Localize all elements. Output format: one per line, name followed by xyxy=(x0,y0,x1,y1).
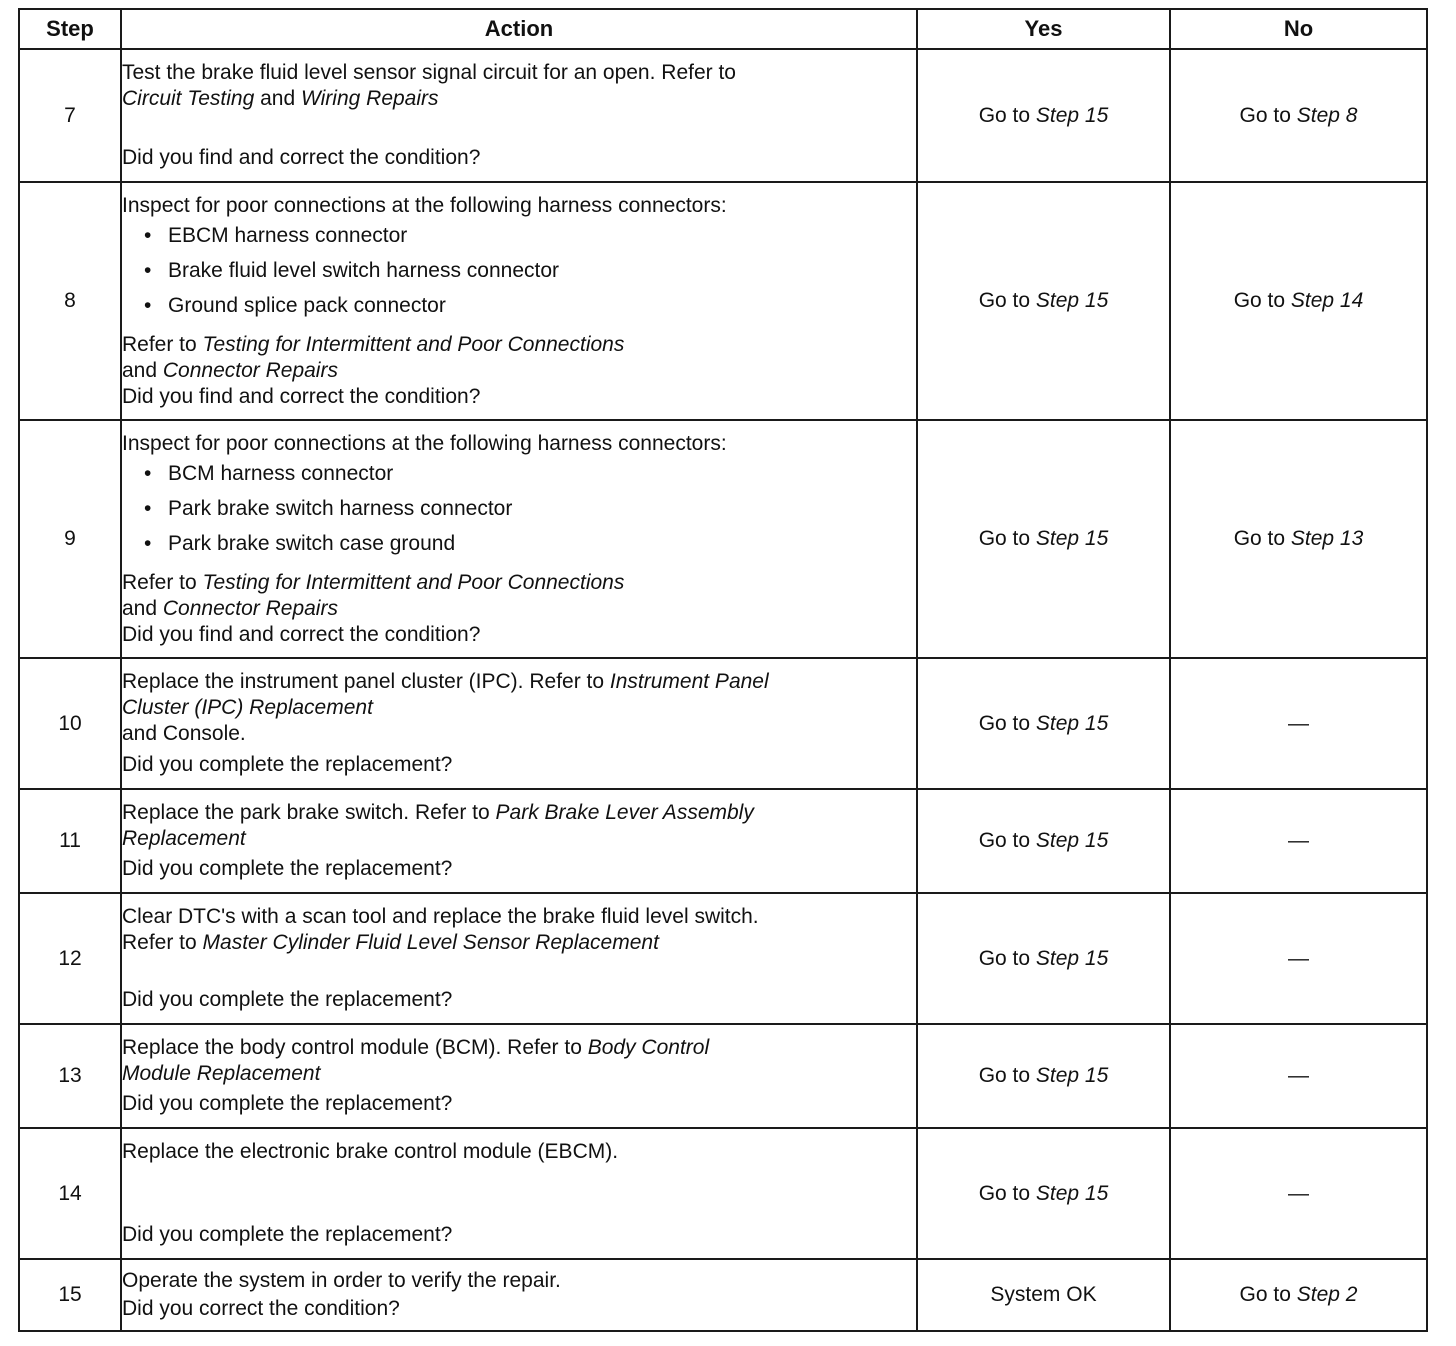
no-cell xyxy=(1170,1128,1427,1259)
action-text xyxy=(122,1035,916,1061)
step-link[interactable]: Step 15 xyxy=(1035,711,1109,735)
list-item: • Park brake switch harness connector xyxy=(144,496,916,522)
list-item: • Park brake switch case ground xyxy=(144,531,916,557)
header-step: Step xyxy=(19,9,121,49)
action-text: Inspect for poor connections at the following harness connectors: xyxy=(122,194,727,217)
list-item: • Brake fluid level switch harness connector xyxy=(144,258,916,284)
table-row xyxy=(19,1128,1427,1259)
step-number: 14 xyxy=(19,1128,121,1259)
step-number: 11 xyxy=(19,789,121,893)
intro-text: Replace the instrument panel cluster (IPC). Refer to xyxy=(122,670,610,693)
step-number: 15 xyxy=(19,1259,121,1331)
step-number: 13 xyxy=(19,1024,121,1128)
table-row xyxy=(19,420,1427,658)
dash-mark: — xyxy=(1288,829,1309,852)
yes-cell xyxy=(917,893,1170,1024)
bullet-list xyxy=(122,461,916,566)
dash-mark: — xyxy=(1288,711,1309,735)
bullet-list xyxy=(122,223,916,328)
action-refer xyxy=(122,570,916,596)
go-to-text: Go to xyxy=(978,946,1036,970)
action-cell xyxy=(121,420,917,658)
action-refer-2 xyxy=(122,358,916,384)
diagnostic-page xyxy=(18,8,1428,1332)
header-row xyxy=(19,9,1427,49)
step-link[interactable]: Step 15 xyxy=(1035,829,1109,852)
ref-link[interactable]: Testing for Intermittent and Poor Connections xyxy=(202,571,625,594)
step-link[interactable]: Step 15 xyxy=(1035,1064,1109,1087)
yes-cell xyxy=(917,789,1170,893)
no-cell xyxy=(1170,182,1427,420)
step-link[interactable]: Step 15 xyxy=(1035,103,1109,127)
action-cell xyxy=(121,893,917,1024)
step-number: 8 xyxy=(19,182,121,420)
action-refer xyxy=(122,332,916,358)
action-question: Did you complete the replacement? xyxy=(122,857,453,880)
action-text: Replace the electronic brake control module (EBCM). xyxy=(122,1140,619,1163)
action-cell xyxy=(121,658,917,789)
action-refer-2 xyxy=(122,596,916,622)
yes-cell xyxy=(917,420,1170,658)
ref-link[interactable]: Instrument Panel xyxy=(609,670,769,693)
action-question: Did you correct the condition? xyxy=(122,1297,400,1320)
list-item: • BCM harness connector xyxy=(144,461,916,487)
refer-text: Refer to xyxy=(122,333,203,356)
header-action: Action xyxy=(121,9,917,49)
intro-text: Replace the park brake switch. Refer to xyxy=(122,801,496,824)
header-no: No xyxy=(1170,9,1427,49)
go-to-text: Go to xyxy=(978,829,1036,852)
list-item: • EBCM harness connector xyxy=(144,223,916,249)
action-cell xyxy=(121,1024,917,1128)
step-link[interactable]: Step 15 xyxy=(1035,527,1109,550)
go-to-text: Go to xyxy=(978,1181,1036,1205)
go-to-text: Go to xyxy=(978,289,1036,312)
action-cell xyxy=(121,1259,917,1331)
table-row xyxy=(19,1259,1427,1331)
ref-link[interactable]: Body Control xyxy=(587,1036,710,1059)
yes-cell xyxy=(917,49,1170,182)
table-row xyxy=(19,893,1427,1024)
no-cell xyxy=(1170,658,1427,789)
action-tail: and Console. xyxy=(122,722,246,745)
refer-text: Refer to xyxy=(122,571,203,594)
step-link[interactable]: Step 15 xyxy=(1035,289,1109,312)
ref-link[interactable]: Testing for Intermittent and Poor Connections xyxy=(202,333,625,356)
go-to-text: Go to xyxy=(1233,527,1291,550)
go-to-text: Go to xyxy=(978,1064,1036,1087)
ref-link[interactable]: Park Brake Lever Assembly xyxy=(495,801,754,824)
table-row xyxy=(19,1024,1427,1128)
action-text: Operate the system in order to verify the repair. xyxy=(122,1269,561,1292)
action-cell xyxy=(121,1128,917,1259)
intro-text: Replace the body control module (BCM). Refer to xyxy=(122,1036,588,1059)
list-item: • Ground splice pack connector xyxy=(144,293,916,319)
step-link[interactable]: Step 15 xyxy=(1035,946,1109,970)
no-cell xyxy=(1170,789,1427,893)
go-to-text: Go to xyxy=(978,103,1036,127)
action-cell xyxy=(121,182,917,420)
yes-cell xyxy=(917,182,1170,420)
action-refer xyxy=(122,930,916,956)
go-to-text: Go to xyxy=(978,527,1036,550)
and-text: and xyxy=(122,359,163,382)
step-link[interactable]: Step 15 xyxy=(1035,1181,1109,1205)
yes-cell xyxy=(917,658,1170,789)
action-question: Did you complete the replacement? xyxy=(122,1223,453,1246)
no-cell xyxy=(1170,893,1427,1024)
no-cell xyxy=(1170,420,1427,658)
step-number: 9 xyxy=(19,420,121,658)
ref-link[interactable]: Circuit Testing xyxy=(122,87,255,110)
table-row xyxy=(19,789,1427,893)
and-text: and xyxy=(254,87,301,110)
go-to-text: Go to xyxy=(1239,1283,1297,1306)
action-text: Inspect for poor connections at the following harness connectors: xyxy=(122,432,727,455)
step-link[interactable]: Step 2 xyxy=(1296,1283,1358,1306)
step-link[interactable]: Step 14 xyxy=(1290,289,1364,312)
no-cell xyxy=(1170,1259,1427,1331)
ref-link[interactable]: Connector Repairs xyxy=(162,597,338,620)
step-number: 10 xyxy=(19,658,121,789)
ref-link[interactable]: Master Cylinder Fluid Level Sensor Replacement xyxy=(202,931,659,954)
ref-link[interactable]: Wiring Repairs xyxy=(301,87,439,110)
yes-cell xyxy=(917,1024,1170,1128)
diagnostic-table xyxy=(18,8,1428,1332)
dash-mark: — xyxy=(1288,1181,1309,1205)
table-row xyxy=(19,49,1427,182)
ref-link[interactable]: Replacement xyxy=(122,827,246,850)
action-question: Did you complete the replacement? xyxy=(122,988,453,1011)
yes-cell xyxy=(917,1128,1170,1259)
header-yes: Yes xyxy=(917,9,1170,49)
ref-link[interactable]: Connector Repairs xyxy=(162,359,338,382)
ref-link[interactable]: Module Replacement xyxy=(122,1062,321,1085)
no-cell xyxy=(1170,49,1427,182)
step-number: 12 xyxy=(19,893,121,1024)
go-to-text: Go to xyxy=(1239,103,1297,127)
action-question: Did you find and correct the condition? xyxy=(122,623,481,646)
action-text xyxy=(122,669,916,695)
action-text xyxy=(122,800,916,826)
dash-mark: — xyxy=(1288,946,1309,970)
table-row xyxy=(19,182,1427,420)
action-cell xyxy=(121,49,917,182)
no-cell xyxy=(1170,1024,1427,1128)
action-question: Did you find and correct the condition? xyxy=(122,146,481,169)
action-cell xyxy=(121,789,917,893)
table-row xyxy=(19,658,1427,789)
go-to-text: Go to xyxy=(1233,289,1291,312)
action-question: Did you complete the replacement? xyxy=(122,1092,453,1115)
ref-link[interactable]: Cluster (IPC) Replacement xyxy=(122,696,373,719)
action-text: Test the brake fluid level sensor signal circuit for an open. Refer to xyxy=(122,61,736,84)
dash-mark: — xyxy=(1288,1064,1309,1087)
step-link[interactable]: Step 13 xyxy=(1290,527,1364,550)
step-number: 7 xyxy=(19,49,121,182)
action-question: Did you find and correct the condition? xyxy=(122,385,481,408)
and-text: and xyxy=(122,597,163,620)
go-to-text: Go to xyxy=(978,711,1036,735)
action-question: Did you complete the replacement? xyxy=(122,753,453,776)
yes-cell xyxy=(917,1259,1170,1331)
step-link[interactable]: Step 8 xyxy=(1296,103,1358,127)
system-ok-text: System OK xyxy=(990,1283,1097,1306)
action-text: Clear DTC's with a scan tool and replace the brake fluid level switch. xyxy=(122,905,759,928)
action-refs xyxy=(122,86,916,112)
refer-text: Refer to xyxy=(122,931,203,954)
